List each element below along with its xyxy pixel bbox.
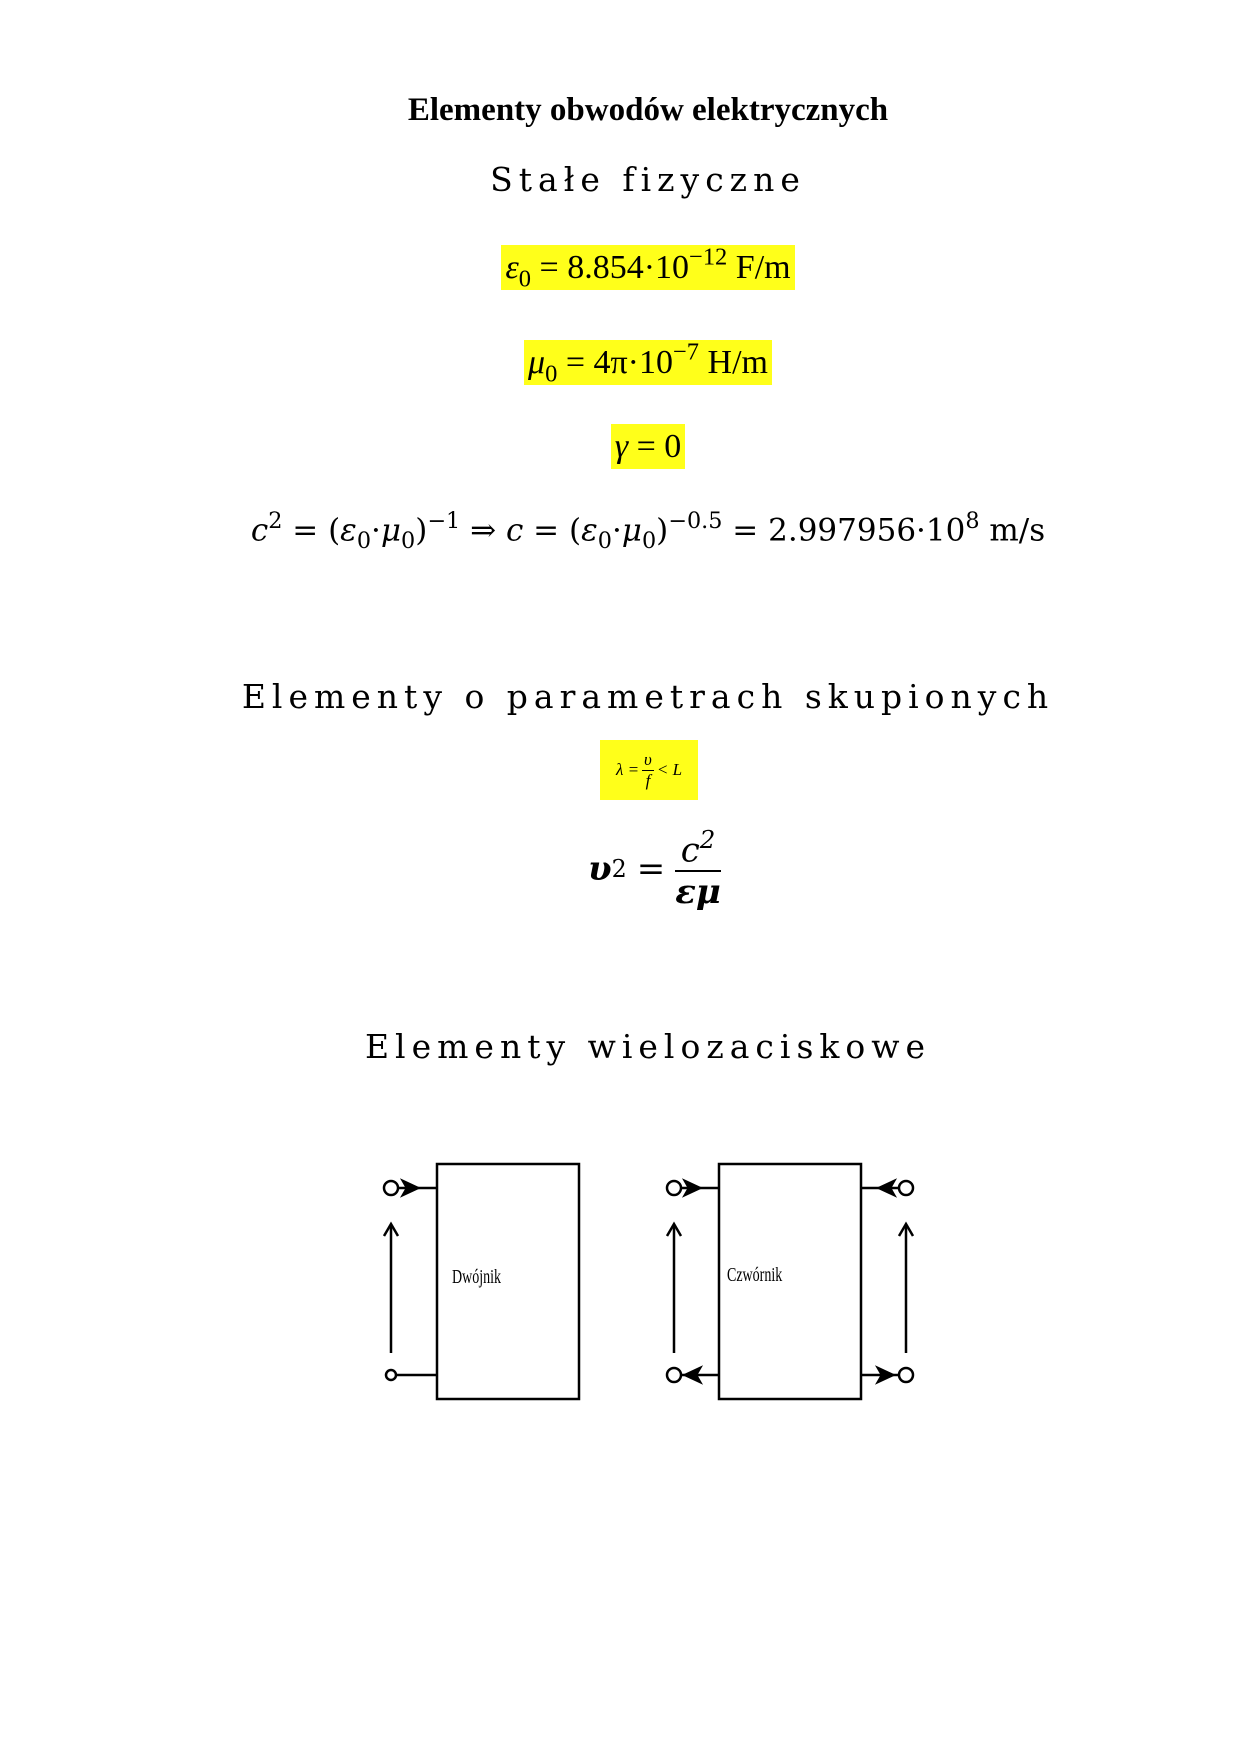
unit: H/m bbox=[707, 344, 768, 382]
eq-part: c bbox=[505, 512, 524, 549]
value: = 0 bbox=[636, 428, 682, 465]
exponent: −12 bbox=[689, 244, 728, 271]
eq-part: 0 bbox=[641, 528, 657, 555]
eq-part: ) bbox=[415, 512, 428, 549]
eq-part: · bbox=[611, 512, 622, 549]
equation-epsilon0 bbox=[0, 244, 1240, 294]
eq-part: < L bbox=[656, 760, 683, 779]
equation-v-squared bbox=[588, 825, 721, 912]
exponent: −7 bbox=[672, 339, 700, 366]
eq-part: −1 bbox=[427, 508, 461, 534]
equation-gamma bbox=[0, 428, 1240, 466]
eq-part: ε bbox=[581, 512, 598, 549]
eq-part: = bbox=[636, 848, 666, 889]
numerator: υ bbox=[644, 749, 652, 769]
page-title: Elementy obwodów elektrycznych bbox=[407, 92, 889, 128]
eq-part: c bbox=[250, 512, 269, 549]
eq-part: 8 bbox=[965, 508, 980, 534]
eq-part: c bbox=[680, 830, 700, 871]
section-heading-lumped: Elementy o parametrach skupionych bbox=[241, 677, 1055, 716]
eq-part: ⇒ bbox=[460, 512, 506, 549]
denominator: εμ bbox=[675, 872, 721, 913]
eq-part: μ bbox=[380, 512, 402, 549]
symbol-gamma: γ bbox=[614, 428, 629, 465]
czwornik-label: Czwórnik bbox=[727, 1264, 783, 1286]
subscript: 0 bbox=[518, 266, 532, 294]
eq-part: 0 bbox=[597, 528, 612, 555]
terminal-icon bbox=[386, 1370, 396, 1380]
value: = 8.854·10 bbox=[539, 249, 690, 287]
eq-part: ) bbox=[656, 512, 669, 549]
equation-mu0 bbox=[0, 339, 1240, 389]
eq-part: λ = bbox=[615, 760, 640, 779]
eq-part: ε bbox=[340, 512, 357, 549]
unit: F/m bbox=[735, 249, 791, 287]
eq-part: 2 bbox=[268, 508, 283, 534]
numerator bbox=[675, 825, 721, 872]
equation-speed-of-light bbox=[0, 508, 1240, 554]
terminal-icon bbox=[384, 1181, 398, 1195]
subscript: 0 bbox=[545, 361, 558, 389]
eq-part: 2 bbox=[611, 854, 627, 883]
eq-part: 0 bbox=[401, 528, 416, 555]
dwojnik-label: Dwójnik bbox=[452, 1266, 501, 1288]
equation-lambda bbox=[600, 740, 698, 800]
eq-part: 2 bbox=[699, 825, 716, 854]
eq-part: −0.5 bbox=[668, 508, 723, 534]
value: = 4π·10 bbox=[565, 344, 673, 382]
fraction bbox=[642, 750, 654, 791]
eq-part: m/s bbox=[979, 512, 1046, 549]
eq-part: = ( bbox=[523, 512, 582, 549]
symbol-mu: μ bbox=[528, 344, 546, 382]
eq-part: = 2.997956·10 bbox=[722, 512, 966, 549]
fraction bbox=[675, 825, 721, 912]
section-heading-constants: Stałe fizyczne bbox=[490, 160, 806, 199]
denominator: f bbox=[645, 770, 651, 790]
section-heading-multiterminal: Elementy wielozaciskowe bbox=[364, 1027, 932, 1066]
symbol-epsilon: ε bbox=[505, 249, 519, 287]
eq-part: υ bbox=[588, 848, 612, 889]
eq-part: μ bbox=[621, 512, 642, 549]
eq-part: 0 bbox=[356, 528, 372, 555]
eq-part: · bbox=[371, 512, 381, 549]
eq-part: = ( bbox=[282, 512, 341, 549]
